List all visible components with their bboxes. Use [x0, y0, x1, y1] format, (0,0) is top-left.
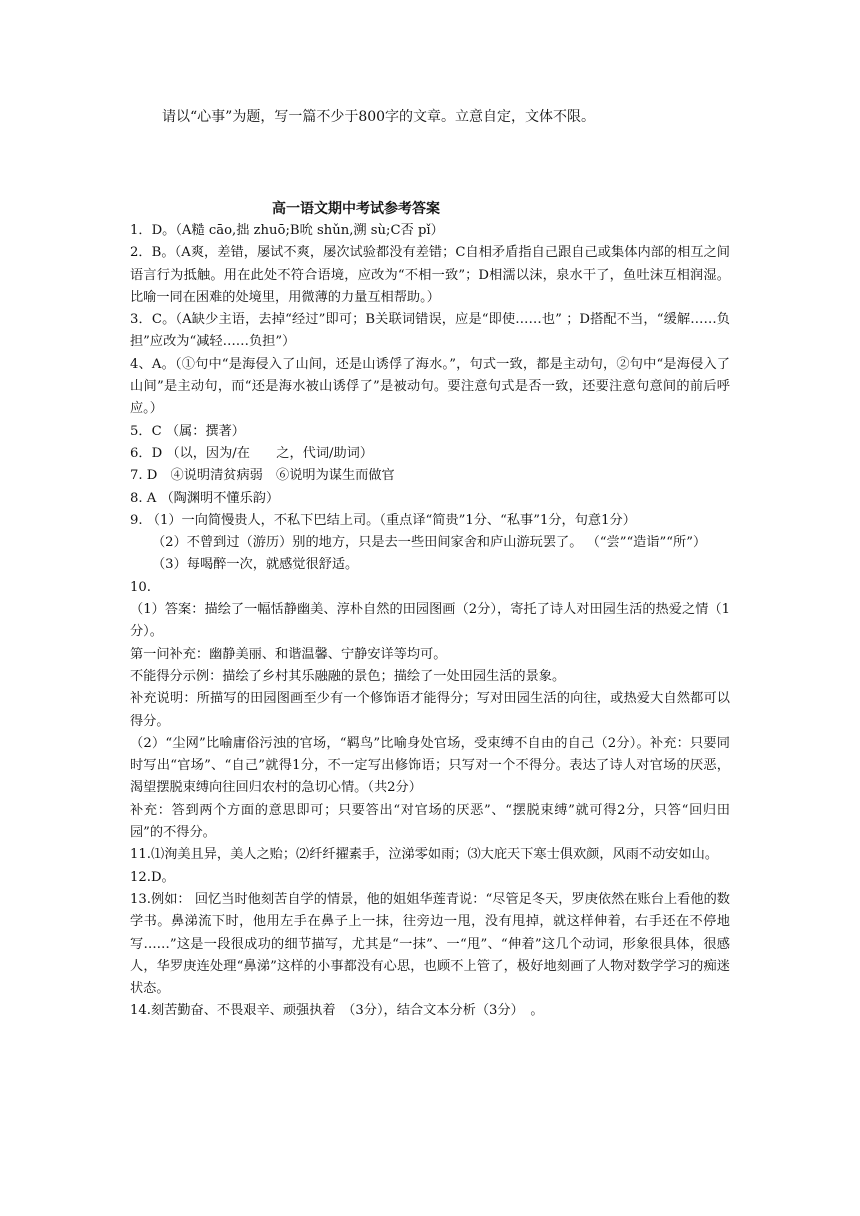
answer-10-heading: 10. — [130, 579, 151, 595]
answer-11: 11.⑴洵美且异，美人之贻；⑵纤纤擢素手，泣涕零如雨；⑶大庇天下寒士俱欢颜，风雨不动安如山。 — [130, 847, 719, 863]
answer-10-no-score-example: 不能得分示例：描绘了乡村其乐融融的景色；描绘了一处田园生活的景象。 — [130, 668, 566, 684]
answer-1: 1．D。（A糙 cāo,拙 zhuō;B吮 shǔn,溯 sù;C否 pǐ） — [130, 223, 444, 238]
essay-prompt: 请以“心事”为题，写一篇不少于800字的文章。立意自定，文体不限。 — [162, 109, 596, 125]
answer-9-3: （3）每喝醉一次，就感觉很舒适。 — [152, 557, 359, 573]
answer-10-2: （2）“尘网”比喻庸俗污浊的官场，“羁鸟”比喻身处官场，受束缚不自由的自己（2分）。补充：只要同时写出“官场”、“自己”就得1分，不一定写出修饰语；只写对一个不得分。表达了诗人对官场的厌恶，渴望摆脱束缚向往回归农村的急切心情。（共2分） — [130, 735, 730, 796]
answer-5: 5．C （属：撰著） — [130, 423, 245, 439]
answer-8: 8. A （陶渊明不懂乐韵） — [130, 490, 280, 506]
answer-2: 2．B。（A爽，差错，屡试不爽，屡次试验都没有差错；C自相矛盾指自己跟自己或集体内部的相互之间语言行为抵触。用在此处不符合语境，应改为“不相一致”；D相濡以沫，泉水干了，鱼吐沫互相润湿。比喻一同在困难的处境里，用微薄的力量互相帮助。） — [130, 245, 730, 305]
answer-9-1: 9. （1）一向简慢贵人，不私下巴结上司。（重点译“简贵”1分、“私事”1分，句意1分） — [130, 512, 636, 528]
answer-list — [130, 220, 730, 1023]
answer-14: 14.刻苦勤奋、不畏艰辛、顽强执着 （3分），结合文本分析（3分） 。 — [130, 1003, 544, 1019]
answer-12: 12.D。 — [130, 869, 175, 885]
answer-6: 6．D （以，因为/在 之，代词/助词） — [130, 445, 374, 461]
answer-9-2: （2）不曾到过（游历）别的地方，只是去一些田间家舍和庐山游玩罢了。 （“尝”“造诣”“所”） — [152, 535, 707, 551]
answer-13: 13.例如： 回忆当时他刻苦自学的情景，他的姐姐华莲青说：“尽管足冬天，罗庚依然在账台上看他的数学书。鼻涕流下时，他用左手在鼻子上一抹，往旁边一甩，没有甩掉，就这样伸着，右手还在不停地写……”这是一段很成功的细节描写，尤其是“一抹”、一“甩”、“伸着”这几个动词，形象很具体，很感人，华罗庚连处理“鼻涕”这样的小事都没有心思，也顾不上管了，极好地刻画了人物对数学学习的痴迷状态。 — [130, 891, 730, 997]
answer-4: 4、A。（①句中“是海侵入了山间，还是山诱俘了海水。”，句式一致，都是主动句，②句中“是海侵入了山间”是主动句，而“还是海水被山诱俘了”是被动句。要注意句式是否一致，还要注意句意间的前后呼应。） — [130, 356, 730, 417]
answer-7: 7. D ④说明清贫病弱 ⑥说明为谋生而做官 — [130, 468, 395, 484]
answer-10-supplement-1: 第一问补充：幽静美丽、和谐温馨、宁静安详等均可。 — [130, 646, 447, 662]
answer-key-title: 高一语文期中考试参考答案 — [272, 201, 440, 217]
answer-3: 3．C。（A缺少主语，去掉“经过”即可；B关联词错误，应是“即使……也” ；D搭配不当，“缓解……负担”应改为“减轻……负担”） — [130, 312, 730, 350]
answer-10-note: 补充说明：所描写的田园图画至少有一个修饰语才能得分；写对田园生活的向往，或热爱大自然都可以得分。 — [130, 691, 730, 729]
answer-10-1: （1）答案：描绘了一幅恬静幽美、淳朴自然的田园图画（2分），寄托了诗人对田园生活的热爱之情（1分）。 — [130, 602, 730, 640]
answer-10-supplement-2: 补充：答到两个方面的意思即可；只要答出“对官场的厌恶”、“摆脱束缚”就可得2分，只答“回归田园”的不得分。 — [130, 802, 730, 841]
